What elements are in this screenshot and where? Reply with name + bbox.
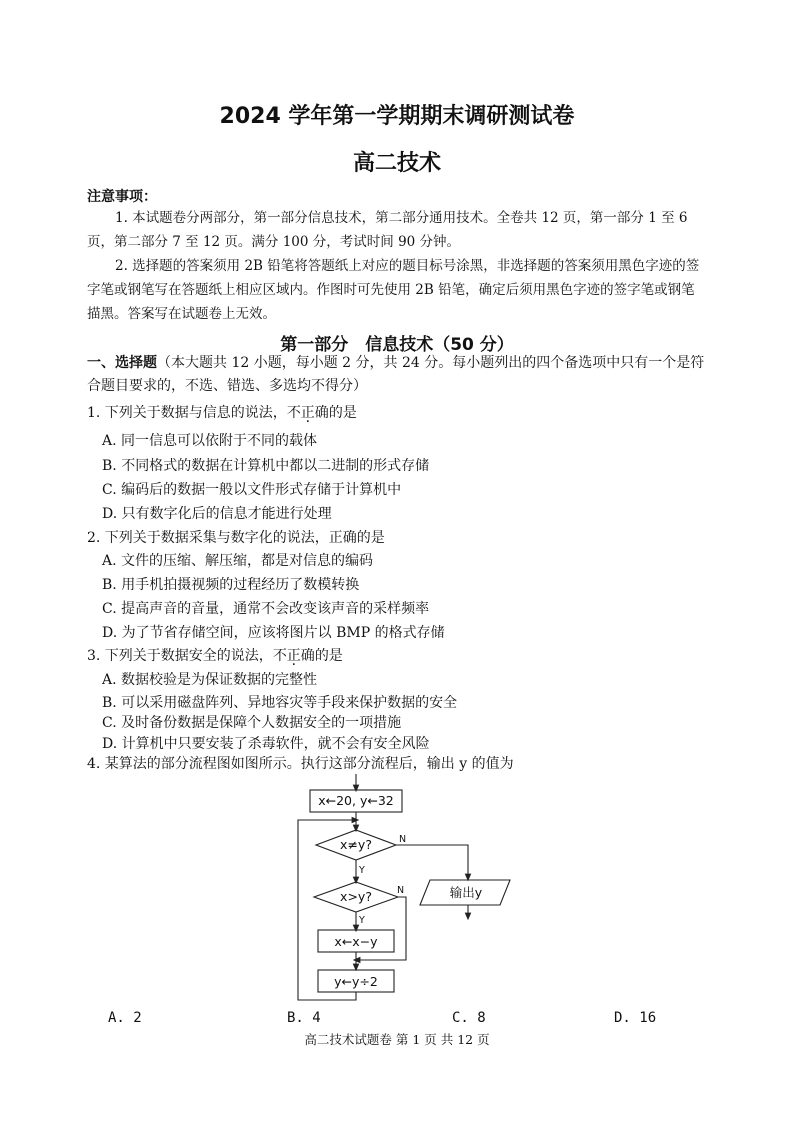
question-3-stem: 3. 下列关于数据安全的说法，不正确的是 bbox=[87, 648, 343, 664]
q3-option-a: A. 数据校验是为保证数据的完整性 bbox=[102, 672, 318, 688]
q2-option-c: C. 提高声音的音量，通常不会改变该声音的采样频率 bbox=[102, 601, 430, 617]
cond-1-label: x≠y? bbox=[340, 837, 372, 852]
q4-answer-d: D. 16 bbox=[614, 1010, 657, 1026]
section-heading: 一、选择题 bbox=[87, 355, 157, 371]
notice-heading: 注意事项： bbox=[87, 189, 157, 205]
section-desc: （本大题共 12 小题，每小题 2 分，共 24 分。每小题列出的四个备选项中只有一个是符合题目要求的，不选、错选、多选均不得分） bbox=[87, 355, 705, 394]
notice-item-2: 2. 选择题的答案须用 2B 铅笔将答题纸上对应的题目标号涂黑，非选择题的答案须用黑色字迹的签字笔或钢笔写在答题纸上相应区域内。作图时可先使用 2B 铅笔，确定后须用黑色字迹的签字笔或钢笔描黑。答案写在试题卷上无效。 bbox=[87, 258, 700, 322]
q1-option-c: C. 编码后的数据一般以文件形式存储于计算机中 bbox=[102, 482, 402, 498]
emphasis-text: 不正确 bbox=[272, 648, 315, 664]
q3-option-b: B. 可以采用磁盘阵列、异地容灾等手段来保护数据的安全 bbox=[102, 695, 458, 711]
init-label: x←20, y←32 bbox=[318, 793, 394, 808]
cond-2-no-label: N bbox=[397, 885, 405, 896]
question-1-stem: 1. 下列关于数据与信息的说法，不正确的是 bbox=[87, 405, 357, 421]
q4-answer-a: A. 2 bbox=[108, 1010, 142, 1026]
exam-title: 2024 学年第一学期期末调研测试卷 bbox=[219, 104, 575, 129]
cond-2-yes-label: Y bbox=[359, 915, 365, 926]
step-1-label: x←x−y bbox=[334, 934, 378, 949]
page-footer: 高二技术试题卷 第 1 页 共 12 页 bbox=[304, 1032, 490, 1047]
notice-item-1: 1. 本试题卷分两部分，第一部分信息技术，第二部分通用技术。全卷共 12 页，第一部分 1 至 6 页，第二部分 7 至 12 页。满分 100 分，考试时间 90 分钟。 bbox=[87, 210, 688, 250]
q2-option-a: A. 文件的压缩、解压缩，都是对信息的编码 bbox=[102, 553, 374, 569]
cond-1-no-label: N bbox=[399, 834, 407, 845]
cond-2-label: x>y? bbox=[340, 889, 372, 904]
exam-subtitle: 高二技术 bbox=[352, 151, 441, 176]
output-label: 输出y bbox=[449, 885, 483, 900]
q3-option-d: D. 计算机中只要安装了杀毒软件，就不会有安全风险 bbox=[102, 736, 430, 752]
step-2-label: y←y÷2 bbox=[334, 974, 378, 989]
question-2-stem: 2. 下列关于数据采集与数字化的说法，正确的是 bbox=[87, 530, 385, 546]
cond-1-yes-label: Y bbox=[359, 865, 365, 876]
q3-option-c: C. 及时备份数据是保障个人数据安全的一项措施 bbox=[102, 715, 402, 731]
q4-answer-b: B. 4 bbox=[287, 1010, 321, 1026]
emphasis-text: 不正确 bbox=[286, 405, 329, 421]
part1-title: 第一部分 信息技术（50 分） bbox=[280, 335, 514, 355]
q4-answer-c: C. 8 bbox=[452, 1010, 486, 1026]
question-4-stem: 4. 某算法的部分流程图如图所示。执行这部分流程后，输出 y 的值为 bbox=[87, 756, 514, 772]
q1-option-d: D. 只有数字化后的信息才能进行处理 bbox=[102, 506, 332, 522]
q2-option-d: D. 为了节省存储空间，应该将图片以 BMP 的格式存储 bbox=[102, 625, 445, 641]
q1-option-a: A. 同一信息可以依附于不同的载体 bbox=[102, 433, 318, 449]
q2-option-b: B. 用手机拍摄视频的过程经历了数模转换 bbox=[102, 577, 360, 593]
q1-option-b: B. 不同格式的数据在计算机中都以二进制的形式存储 bbox=[102, 458, 430, 474]
